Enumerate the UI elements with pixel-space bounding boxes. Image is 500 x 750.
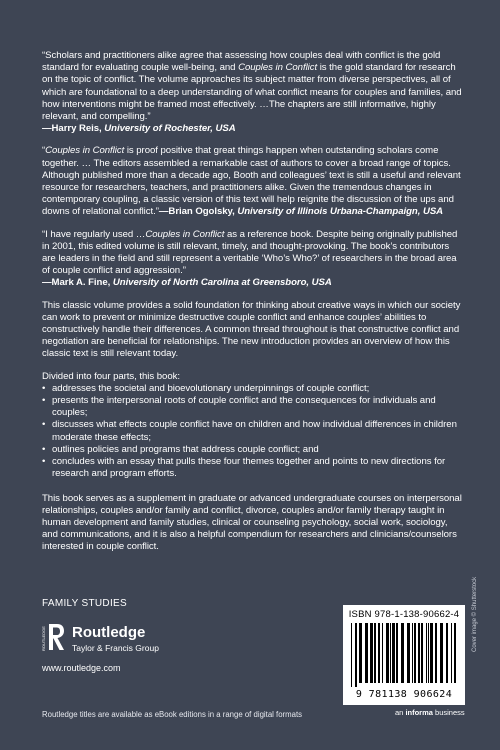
informa-suffix: business: [432, 708, 465, 717]
barcode-bar: [359, 623, 362, 683]
list-item: • addresses the societal and bioevolutionary underpinnings of couple conflict;: [42, 383, 462, 395]
publisher-group: Taylor & Francis Group: [72, 643, 159, 653]
book-description: This classic volume provides a solid foundation for thinking about creative ways in which our society can work to prevent or minimize destructive couple conflict and enhance couples’ abilities to constructively handle their differences. A common thread throughout is that constructive conflict and negotiation are beneficial for relationships. The new introduction provides an overview of how this classic text is still relevant today.: [42, 299, 461, 360]
quote-text: “Scholars and practitioners alike agree that assessing how couples deal with conflict is the gold standard for evaluating couple well-being, and: [42, 50, 441, 74]
barcode-bar: [421, 623, 423, 683]
informa-brand: informa: [405, 708, 433, 717]
barcode-bar: [446, 623, 448, 683]
quote-attribution: [42, 123, 236, 134]
barcode-bar: [440, 623, 443, 683]
list-item: • outlines policies and programs that address couple conflict; and: [42, 444, 462, 456]
quote-text: is proof positive that great things happen when outstanding scholars come together. … The editors assembled a remarkable cast of authors to cover a broad range of topics. Although published more than a decade ago, Booth and colleagues’ text is still a useful and relevant resource for researchers, teachers, and practitioners alike. Given the tremendous changes in contemporary coupling, a classic version of this text will help reignite the discussion of the ups and downs of relational conflict.”: [42, 145, 461, 218]
barcode-bar: [430, 623, 433, 683]
reviewer-affiliation: University of Rochester, USA: [104, 123, 236, 135]
barcode-bar: [396, 623, 398, 683]
publisher-logo: [42, 622, 222, 662]
list-item: • concludes with an essay that pulls these four themes together and points to new directions for research and program efforts.: [42, 456, 462, 480]
barcode-bar: [382, 623, 383, 683]
reviewer-name: —Brian Ogolsky,: [158, 206, 238, 218]
barcode-bar: [365, 623, 368, 683]
quote-book-title: Couples in Conflict: [238, 62, 318, 74]
quote-book-title: Couples in Conflict: [145, 228, 225, 240]
barcode-bar: [451, 623, 452, 683]
barcode-bars: [349, 623, 459, 687]
reviewer-affiliation: University of North Carolina at Greensboro, USA: [112, 277, 332, 289]
reviewer-name: —Mark A. Fine,: [42, 277, 113, 289]
barcode-bar: [370, 623, 373, 683]
parts-intro: Divided into four parts, this book:: [42, 370, 180, 382]
reviewer-affiliation: University of Illinois Urbana-Champaign, USA: [237, 206, 444, 218]
barcode-bar: [386, 623, 389, 683]
barcode: [343, 605, 465, 705]
quote-attribution: [42, 277, 332, 288]
publisher-website[interactable]: www.routledge.com: [42, 663, 121, 673]
barcode-bar: [390, 623, 391, 683]
informa-prefix: an: [395, 708, 406, 717]
barcode-bar: [392, 623, 395, 683]
quote-text: “I have regularly used …: [42, 228, 146, 240]
barcode-bar: [435, 623, 437, 683]
barcode-bar: [454, 623, 456, 683]
quote-text: is the gold standard for research on the topic of conflict. The volume approaches its subject matter from diverse perspectives, all of which are foundational to a deep understanding of what conflict means for couples and families, and how interventions might be framed most effectively. …The chapters are still informative, highly relevant, and compelling.”: [42, 62, 462, 123]
barcode-bar: [407, 623, 410, 683]
barcode-digits: 9 781138 906624: [355, 689, 453, 700]
barcode-bar: [414, 623, 416, 683]
review-quote-3: [42, 229, 462, 290]
barcode-bar: [401, 623, 404, 683]
barcode-bar: [428, 623, 429, 683]
publisher-name: Routledge: [72, 624, 146, 641]
quote-book-title: Couples in Conflict: [45, 145, 125, 157]
barcode-bar: [351, 623, 352, 687]
parts-list: [42, 383, 462, 481]
quote-attribution: [159, 206, 443, 217]
review-quote-1: [42, 50, 462, 135]
barcode-bar: [355, 623, 357, 687]
audience-description: This book serves as a supplement in graduate or advanced undergraduate courses on interpersonal relationships, couples and/or family and conflict, divorce, couples and/or family therapy taught in human development and family studies, clinical or counseling psychology, social work, sociology, and communications, and it is also a helpful compendium for researchers and clinicians/counselors interested in couple conflict.: [42, 492, 462, 553]
quote-text: as a reference book. Despite being originally published in 2001, this edited volume is still relevant, timely, and thought-provoking. The book’s contributors are leaders in the field and still represent a veritable ‘Who’s Who?’ of researchers in the broad area of couple conflict and aggression.”: [42, 228, 458, 277]
review-quote-2: [42, 145, 462, 218]
routledge-logo-icon: [42, 622, 66, 652]
barcode-bar: [378, 623, 380, 683]
logo-vertical-text: ROUTLEDGE: [41, 626, 46, 651]
barcode-bar: [374, 623, 376, 683]
subject-category: FAMILY STUDIES: [42, 598, 127, 609]
reviewer-name: —Harry Reis,: [42, 123, 105, 135]
informa-business-note: [395, 708, 465, 717]
barcode-bar: [426, 623, 427, 683]
list-item: • discusses what effects couple conflict have on children and how individual differences in children moderate these effects;: [42, 419, 462, 443]
barcode-bar: [412, 623, 413, 683]
back-cover-text: [42, 50, 462, 564]
quote-text: “: [42, 145, 46, 157]
barcode-bar: [418, 623, 420, 683]
isbn-text: ISBN 978-1-138-90662-4: [348, 609, 460, 620]
list-item: • presents the interpersonal roots of couple conflict and the consequences for individuals and couples;: [42, 395, 462, 419]
ebook-note: Routledge titles are available as eBook editions in a range of digital formats: [42, 710, 303, 719]
cover-image-credit: Cover image © Shutterstock: [472, 576, 478, 652]
